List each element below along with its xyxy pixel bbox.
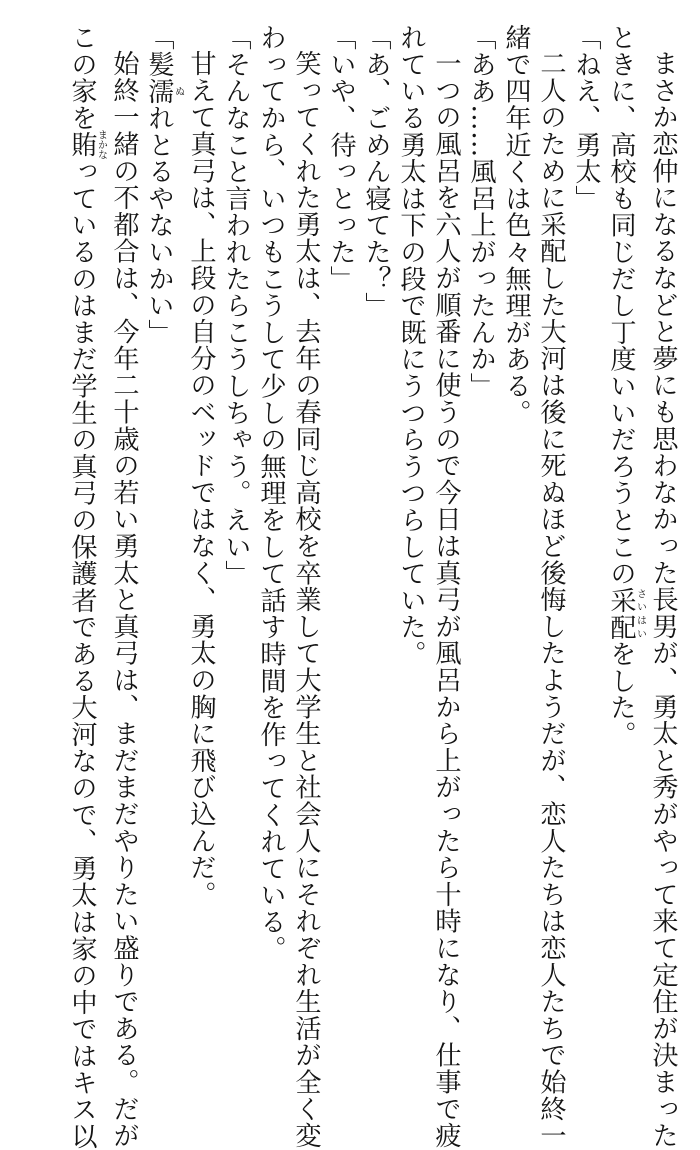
furigana-word <box>144 77 184 105</box>
text-line: 一つの風呂を六人が順番に使うので今日は真弓が風呂から上がったら十時になり、仕事で疲 <box>431 50 461 1149</box>
text-segment: っているのはまだ学生の真弓の保護者である大河なので、勇太は家の中ではキス以 <box>67 158 97 1150</box>
text-segment: をした。 <box>606 640 636 748</box>
text-line <box>603 24 645 990</box>
text-line: 始終一緒の不都合は、今年二十歳の若い勇太と真弓は、まだまだやりたい盛りである。だが <box>109 50 139 1149</box>
text-line: 「あ、ごめん寝てた？」 <box>361 24 391 319</box>
text-line: 甘えて真弓は、上段の自分のベッドではなく、勇太の胸に飛び込んだ。 <box>186 50 216 908</box>
body-text <box>64 24 680 1150</box>
furigana-word <box>67 129 107 160</box>
ruby-reading: まかな <box>95 129 107 160</box>
text-line: 「そんなこと言われたらこうしちゃう。えい」 <box>221 24 251 587</box>
text-line <box>141 24 183 990</box>
ruby-reading: さいはい <box>634 586 646 641</box>
text-segment: ときに、高校も同じだし丁度いいだろうとこの <box>606 24 636 587</box>
ruby-base: 濡 <box>144 77 174 105</box>
text-line: まさか恋仲になるなどと夢にも思わなかった長男が、勇太と秀がやって来て定住が決まった <box>648 50 678 1149</box>
text-line: 「ああ……風呂上がったんか」 <box>466 24 496 400</box>
ruby-reading: ぬ <box>172 77 184 105</box>
text-line <box>64 24 107 1150</box>
text-line: 笑ってくれた勇太は、去年の春同じ高校を卒業して大学生と社会人にそれぞれ生活が全く変 <box>291 50 321 1149</box>
text-segment: れとるやないかい」 <box>144 104 174 346</box>
text-line: 緒で四年近くは色々無理がある。 <box>501 24 531 426</box>
text-line: 二人のために采配した大河は後に死ぬほど後悔したようだが、恋人たちは恋人たちで始終一 <box>536 50 566 1149</box>
text-line: れている勇太は下の段で既にうつらうつらしていた。 <box>396 24 426 668</box>
ruby-base: 采配 <box>606 586 636 641</box>
text-segment: 「髪 <box>144 24 174 78</box>
ruby-base: 賄 <box>67 129 97 160</box>
text-line: わってから、いつもこうして少しの無理をして話す時間を作ってくれている。 <box>256 24 286 962</box>
text-segment: この家を <box>67 24 97 132</box>
text-line: 「ねえ、勇太」 <box>571 24 601 212</box>
furigana-word <box>606 586 646 641</box>
text-line: 「いや、待っとった」 <box>326 24 356 292</box>
